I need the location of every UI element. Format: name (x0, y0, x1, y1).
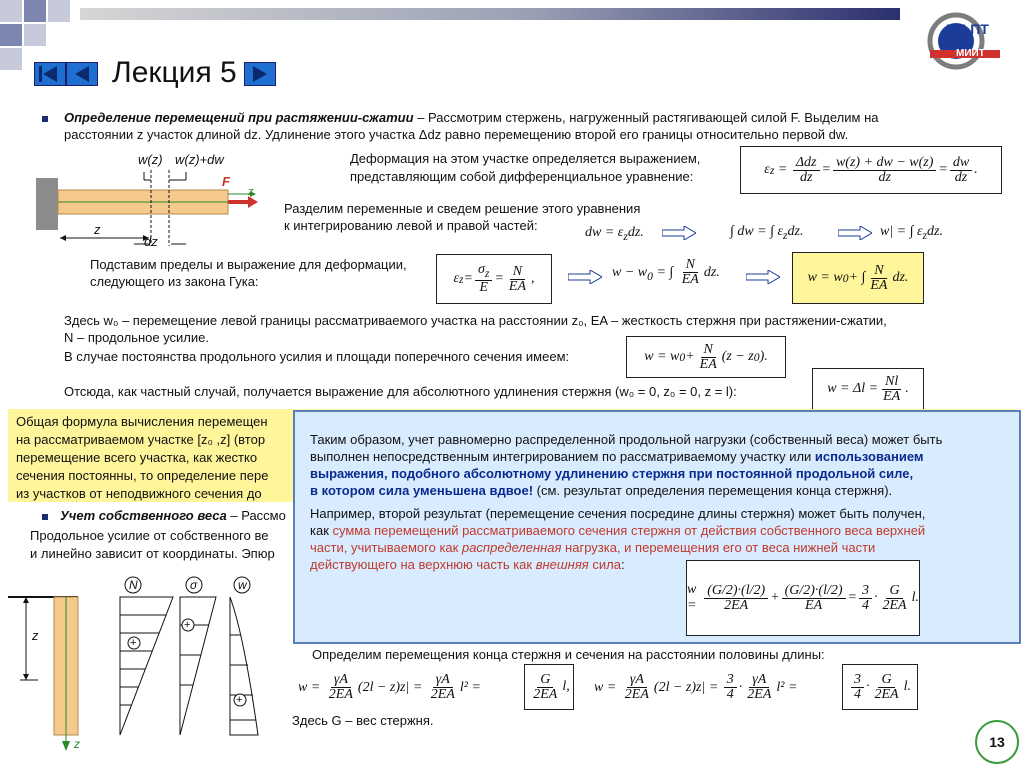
here-g-text: Здесь G – вес стержня. (292, 713, 434, 728)
mid-displacement-formula: w = $\frac{\gamma A}{2EA}$ (2l − z)z| = $\frac{3}{4}$ · $\frac{\gamma A}{2EA}$ l² = (594, 672, 798, 703)
blue-p1-line-3: выражения, подобного абсолютному удлинению стержня при постоянной продольной силе, (310, 466, 914, 481)
intro-line-2: расстоянии z участок длиной dz. Удлинение этого участка Δdz равно перемещению второй его границы относительно первой dw. (64, 127, 849, 142)
label-force-f: F (222, 174, 230, 189)
plus-sign: + (236, 694, 243, 706)
blue-p2-line-4: действующего на верхнюю часть как внешняя сила: (310, 557, 625, 572)
displacement-formula-highlight: w = w 0 + ∫ N EA dz. (792, 252, 924, 304)
corner-square (0, 0, 22, 22)
deform-line-2: представляющим собой дифференциальное уравнение: (350, 169, 694, 184)
plus-sign: + (130, 637, 137, 649)
corner-square (24, 0, 46, 22)
svg-text:НЦ ПТ: НЦ ПТ (946, 21, 989, 37)
blue-p2-line-3: части, учитываемого как распределенная нагрузка, и перемещения его от веса нижней части (310, 540, 876, 555)
epure-label-n: N (129, 578, 138, 592)
epure-diagrams (8, 575, 268, 755)
logo (916, 12, 1012, 70)
prev-slide-button[interactable] (66, 62, 98, 86)
integral-result-formula: w| = ∫ $\varepsilon_zdz$. (880, 224, 943, 242)
page-title: Лекция 5 (112, 56, 237, 89)
bottom-determine-text: Определим перемещения конца стержня и сечения на расстоянии половины длины: (312, 647, 825, 662)
self-weight-heading: Учет собственного веса – Рассмо (60, 508, 286, 523)
blue-p2-line-2: как сумма перемещений рассматриваемого сечения стержня от действия собственного веса верхней (310, 523, 926, 538)
displacement-integral-formula: $w - w_0$ = ∫ $\frac{N}{EA}$ dz. (612, 257, 720, 288)
corner-square (24, 24, 46, 46)
label-wz-dw: w(z)+dw (175, 152, 224, 167)
separate-line-2: к интегрированию левой и правой частей: (284, 218, 538, 233)
strain-formula: ε z = Δdz dz = w(z) + dw − w(z) dz = dw dz . (740, 146, 1002, 194)
const-case-formula: w = w 0 + N EA (z − z 0 ). (626, 336, 786, 378)
w0-note-line-1: Здесь w₀ – перемещение левой границы рассматриваемого участка на расстоянии z₀, EA – жесткость стержня при растяжении-сжатии, (64, 313, 887, 328)
label-z-axis: z (248, 186, 254, 198)
first-slide-button[interactable] (34, 62, 66, 86)
epure-label-z: z (32, 628, 39, 643)
arrow-icon (662, 226, 696, 240)
yellow-line-1: Общая формула вычисления перемещен (16, 414, 268, 429)
blue-p2-line-1: Например, второй результат (перемещение сечения посредине длины стержня) может быть получен, (310, 506, 926, 521)
absolute-formula: w = Δl = Nl EA . (812, 368, 924, 410)
label-z: z (94, 222, 101, 237)
header-bar (80, 8, 900, 20)
logo-icon (916, 12, 1012, 70)
epure-label-z-axis: z (74, 737, 80, 751)
end-displacement-formula: w = $\frac{\gamma A}{2EA}$ (2l − z)z| = $\frac{\gamma A}{2EA}$ l² = (298, 672, 481, 703)
label-dz: dz (144, 234, 158, 249)
arrow-icon (746, 270, 780, 284)
hooke-line-2: следующего из закона Гука: (90, 274, 259, 289)
corner-square (0, 48, 22, 70)
yellow-line-3: перемещение всего участка, как жестко (16, 450, 258, 465)
const-case-text: В случае постоянства продольного усилия и площади поперечного сечения имеем: (64, 349, 570, 364)
yellow-line-2: на рассматриваемом участке [z₀ ,z] (втор (16, 432, 266, 447)
blue-p1-line-2: выполнен непосредственным интегрированием по рассматриваемому участку или использованием (310, 449, 924, 464)
arrow-icon (838, 226, 872, 240)
blue-p1-line-1: Таким образом, учет равномерно распределенной продольной нагрузки (собственный веса) может быть (310, 432, 943, 447)
self-weight-line-3: и линейно зависит от координаты. Эпюр (30, 546, 275, 561)
bullet (42, 514, 48, 520)
yellow-line-5: из участков от неподвижного сечения до (16, 486, 262, 501)
separate-line-1: Разделим переменные и сведем решение этого уравнения (284, 201, 641, 216)
blue-p1-line-4: в котором сила уменьшена вдвое! (см. результат определения перемещения конца стержня). (310, 483, 893, 498)
deform-line-1: Деформация на этом участке определяется выражением, (350, 151, 701, 166)
epure-label-sigma: σ (190, 578, 198, 592)
corner-square (48, 0, 70, 22)
epure-label-w: w (238, 578, 247, 592)
w0-note-line-2: N – продольное усилие. (64, 330, 209, 345)
end-displacement-result: G 2EA l, (524, 664, 574, 710)
mid-displacement-result: 3 4 · G 2EA l. (842, 664, 918, 710)
label-wz: w(z) (138, 152, 163, 167)
intro-line-1: Определение перемещений при растяжении-сжатии – Рассмотрим стержень, нагруженный растягивающей силой F. Выделим на (64, 110, 879, 125)
arrow-icon (568, 270, 602, 284)
next-slide-button[interactable] (244, 62, 276, 86)
hooke-line-1: Подставим пределы и выражение для деформации, (90, 257, 407, 272)
self-weight-line-2: Продольное усилие от собственного ве (30, 528, 269, 543)
absolute-text: Отсюда, как частный случай, получается выражение для абсолютного удлинения стержня (w₀ = 0, z₀ = 0, z = l): (64, 384, 737, 399)
yellow-line-4: сечения постоянны, то определение пере (16, 468, 269, 483)
corner-square (0, 24, 22, 46)
plus-sign: + (184, 619, 191, 631)
integral-formula: ∫ dw = ∫ $\varepsilon_zdz$. (730, 224, 804, 242)
svg-text:МИИТ: МИИТ (956, 48, 985, 59)
half-length-formula: w = (G/2)·(l/2) 2EA + (G/2)·(l/2) EA = 3 4 · G 2EA l. (686, 560, 920, 636)
page-number: 13 (975, 720, 1019, 764)
dw-formula: dw = $\varepsilon_zdz$. (585, 225, 644, 243)
hooke-formula: ε z = $\sigma_z$ E = N EA , (436, 254, 552, 304)
bullet (42, 116, 48, 122)
